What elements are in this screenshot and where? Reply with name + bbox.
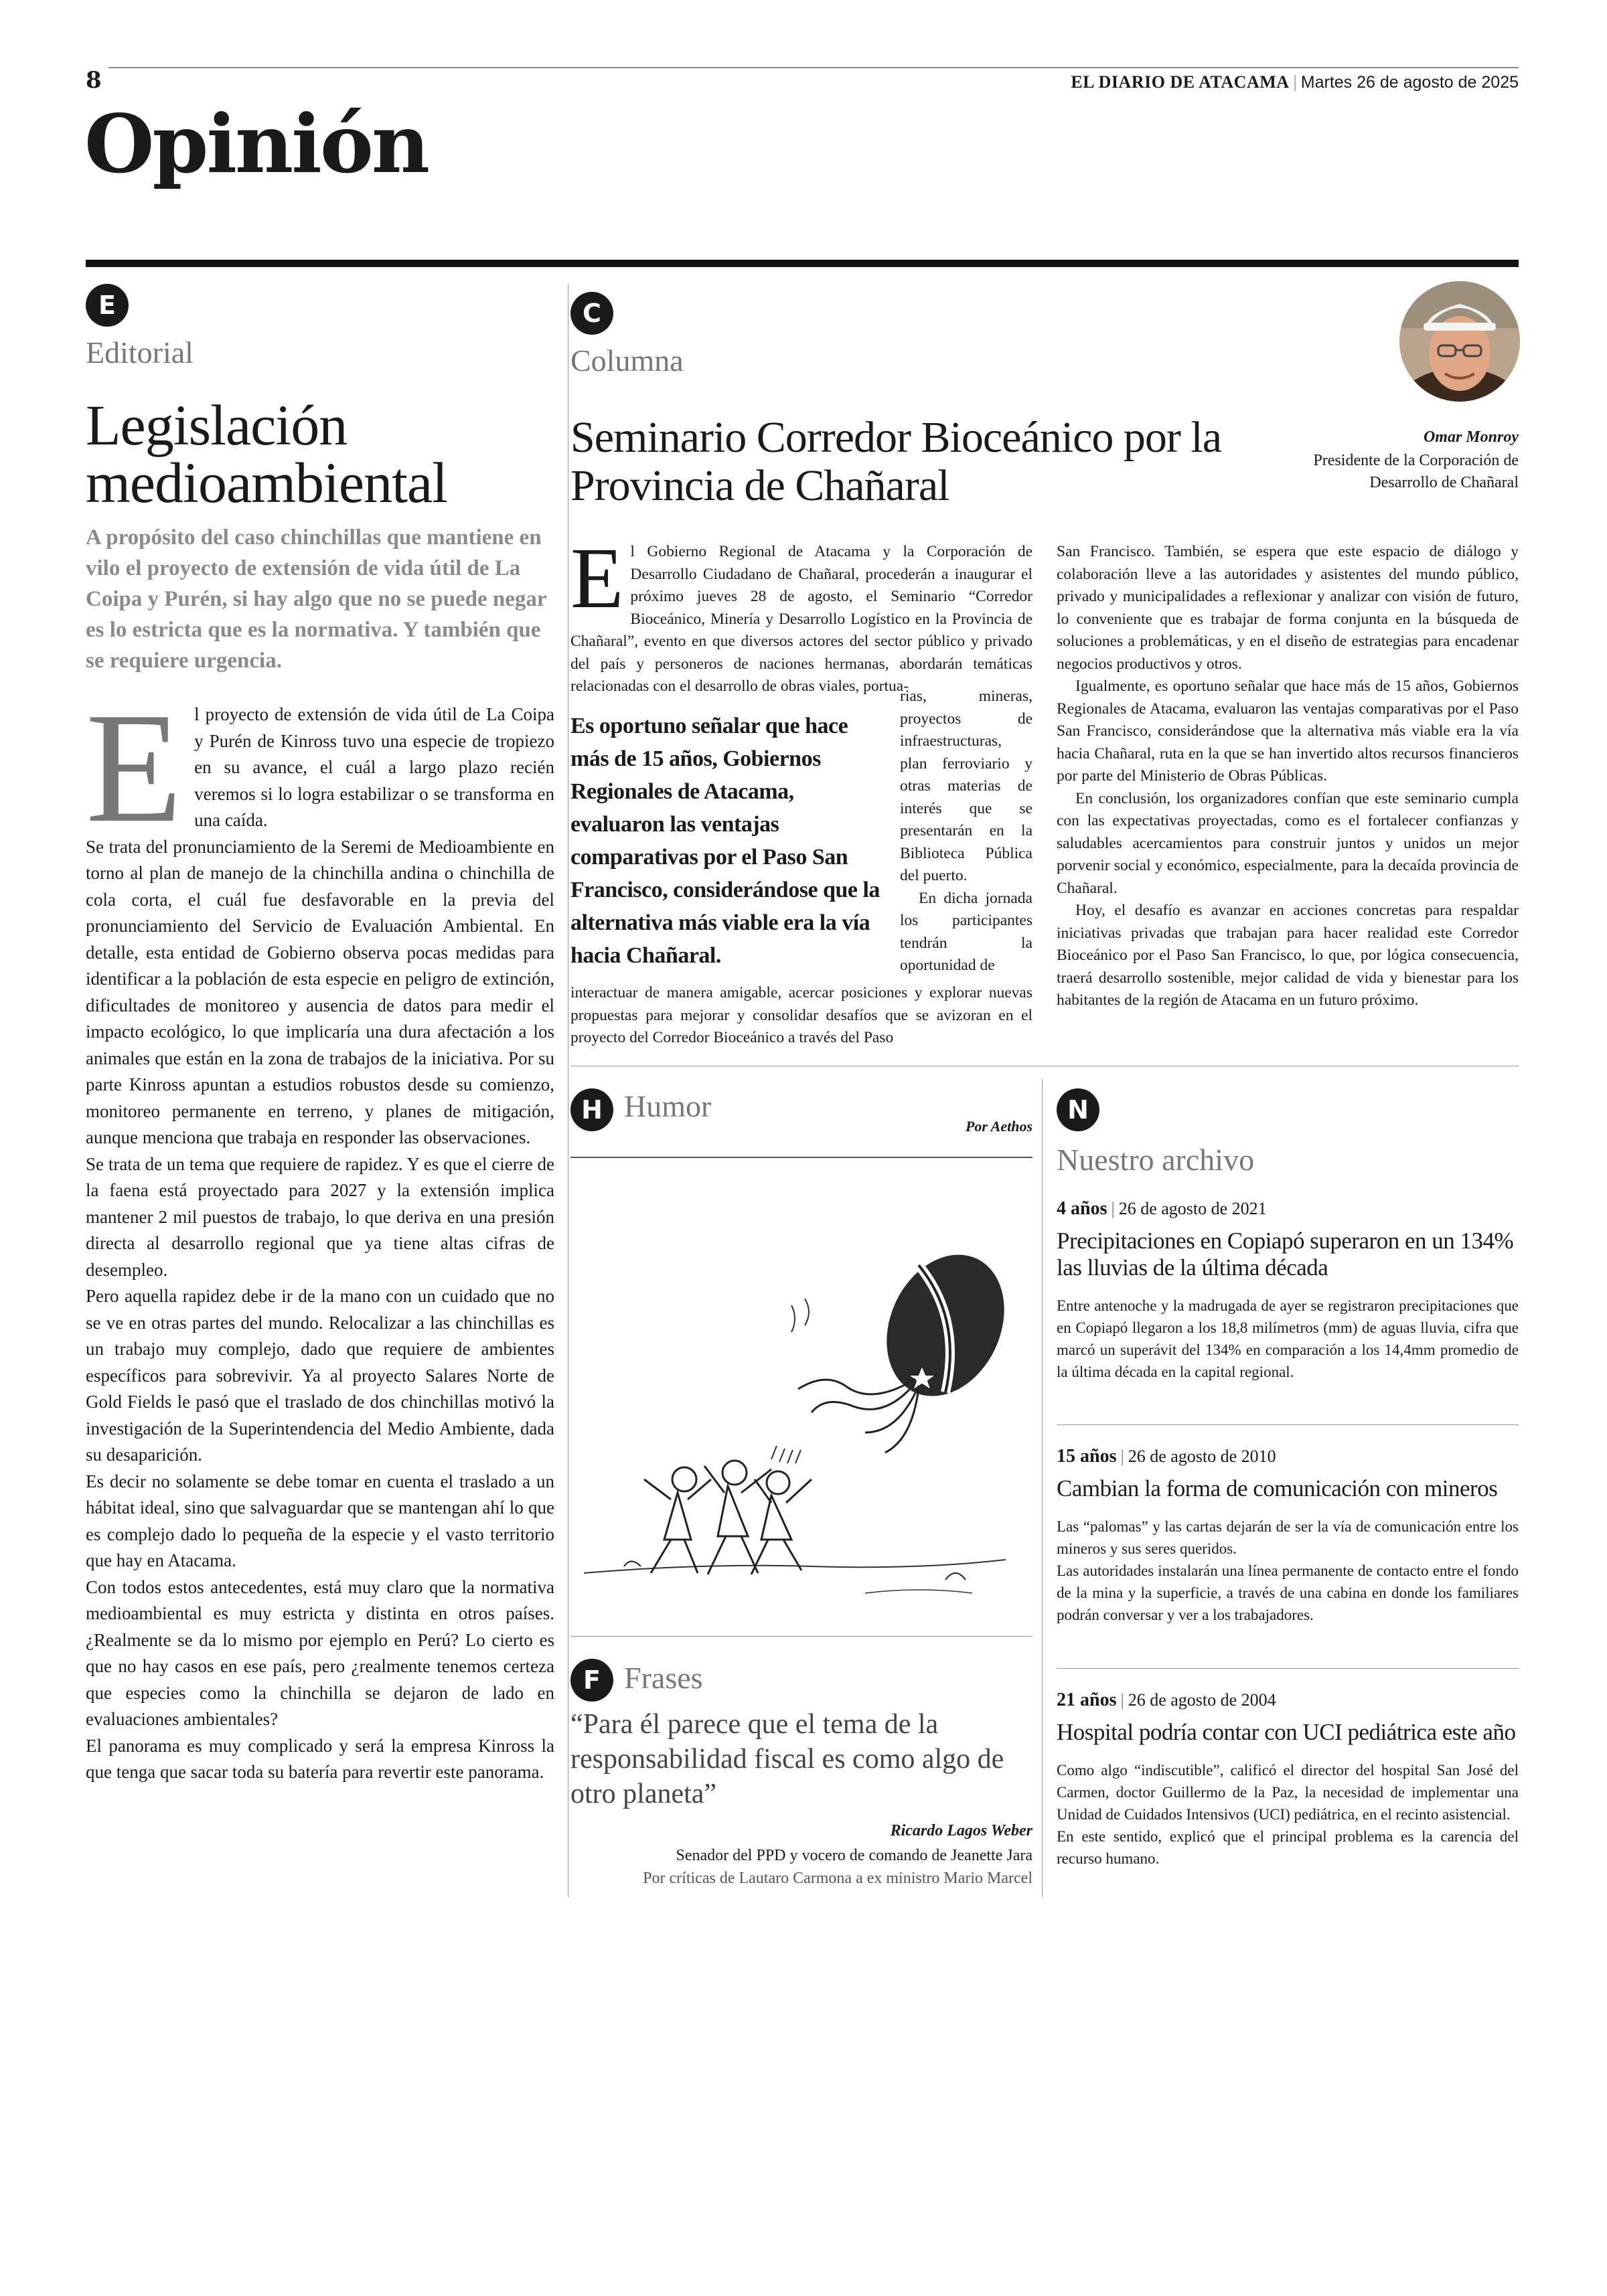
section-title: Opinión (84, 97, 429, 191)
archive-divider (1057, 1424, 1519, 1425)
archive-item-text (1057, 1759, 1519, 1870)
archive-item-text (1057, 1295, 1519, 1383)
archive-item-date: 26 de agosto de 2021 (1118, 1199, 1267, 1218)
archive-item-title: Precipitaciones en Copiapó superaron en un 134% las lluvias de la última década (1057, 1228, 1514, 1281)
column-paragraph: l Gobierno Regional de Atacama y la Corporación de Desarrollo Ciudadano de Chañaral, procederán a inaugurar el próximo jueves 28 de agosto, el Seminario “Corredor Bioceánico, Minería y Desarrollo Logístico en la Provincia de Chañaral”, evento en que diversos actores del sector público y privado del país y personeros de naciones hermanas, abordarán temáticas relacionadas con el desarrollo de obras viales, portua- (570, 543, 1032, 695)
editorial-badge: E (86, 284, 129, 327)
publication-name: EL DIARIO DE ATACAMA (1071, 72, 1290, 92)
humor-byline: Por Aethos (965, 1118, 1032, 1135)
editorial-dropcap: E (86, 681, 183, 855)
archive-item-paragraph: Las autoridades instalarán una línea permanente de contacto entre el fondo de la mina y la superficie, a través de una cabina en donde los familiares podrán conversar y ver a los trabajadores. (1057, 1562, 1519, 1623)
archive-item-date: 26 de agosto de 2004 (1128, 1690, 1276, 1710)
editorial-kicker: Editorial (86, 335, 194, 370)
column-paragraph: En conclusión, los organizadores confían que este seminario cumpla con las expectativas proyectadas, como es el fortalecer confianzas y saludables acercamientos para construir juntos y unidos un mejor porvenir social y económico, especialmente, para la decaída provincia de Chañaral. (1057, 789, 1519, 897)
editorial-title: Legislación medioambiental (86, 393, 448, 515)
archive-item-separator: | (1120, 1447, 1124, 1466)
column-paragraph: interactuar de manera amigable, acercar posiciones y explorar nuevas propuestas para mejorar y consolidar desafíos que se avizoran en el proyecto del Corredor Bioceánico a través del Paso (570, 984, 1032, 1046)
archive-item-text (1057, 1515, 1519, 1626)
frases-rule (570, 1636, 1032, 1637)
archive-kicker: Nuestro archivo (1057, 1143, 1255, 1177)
archive-item-date: 26 de agosto de 2010 (1128, 1447, 1276, 1466)
archive-item (1057, 1446, 1519, 1626)
column-pull-quote: Es oportuno señalar que hace más de 15 años, Gobiernos Regionales de Atacama, evaluaron las ventajas comparativas por el Paso San Francisco, considerándose que la alternativa más viable era la vía hacia Chañaral. (570, 714, 880, 968)
column-paragraph: Igualmente, es oportuno señalar que hace más de 15 años, Gobiernos Regionales de Atacama, evaluaron las ventajas comparativas por el Paso San Francisco, considerándose que la alternativa más viable era la vía hacia Chañaral, ruta en la que se han invertido altos recursos financieros por parte del Ministerio de Obras Públicas. (1057, 677, 1519, 785)
archive-item-paragraph: Entre antenoche y la madrugada de ayer se registraron precipitaciones que en Copiapó llegaron a los 18,8 milímetros (mm) de aguas lluvia, cifra que marcó un superávit del 134% en comparación a los 14,4mm promedio de la última década en la capital regional. (1057, 1297, 1519, 1380)
column-paragraph: San Francisco. También, se espera que este espacio de diálogo y colaboración lleve a las autoridades y asistentes del mundo público, privado y municipalidades a reflexionar y analizar con visión de futuro, lo conveniente que es trabajar de forma conjunta en la búsqueda de soluciones a problemáticas, y en el diseño de estrategias para encadenar negocios productivos y otros. (1057, 543, 1519, 673)
column-paragraph: En dicha jornada los participantes tendrán la oportunidad de (900, 889, 1032, 974)
editorial-paragraph: Se trata del pronunciamiento de la Seremi de Medioambiente en torno al plan de manejo de la chinchilla andina o chinchilla de cola corta, el cuál fue desfavorable en la previa del pronunciamiento del Servicio de Evaluación Ambiental. En detalle, esta entidad de Gobierno observa pocas medidas para identificar a la población de esta especie en peligro de extinción, dificultades de monitoreo y ausencia de datos para medir el impacto ecológico, lo que implicaría una dura afectación a los animales que están en la zona de trabajos de la iniciativa. Por su parte Kinross apuntan a estudios robustos desde su comienzo, monitoreo permanente en terreno, y planes de mitigación, aunque menciona que trabaja en responder las observaciones. (86, 836, 554, 1147)
editorial-paragraph: El panorama es muy complicado y será la empresa Kinross la que tenga que sacar toda su batería para revertir este panorama. (86, 1735, 554, 1782)
column-intro (570, 530, 1032, 698)
author-portrait (1399, 281, 1520, 402)
archive-item-header (1057, 1690, 1519, 1711)
archive-item-title: Cambian la forma de comunicación con mineros (1057, 1475, 1498, 1501)
author-photo (1399, 281, 1520, 402)
column-dropcap: E (570, 530, 624, 627)
column-kicker: Columna (570, 343, 684, 378)
column-badge: C (570, 292, 613, 335)
humor-cartoon (570, 1165, 1032, 1627)
archive-item-paragraph: Las “palomas” y las cartas dejarán de ser la vía de comunicación entre los mineros y sus seres queridos. (1057, 1518, 1519, 1557)
editorial-paragraph: Con todos estos antecedentes, está muy claro que la normativa medioambiental es muy estricta y distinta en otros países. ¿Realmente se da lo mismo por ejemplo en Perú? Lo cierto es que no hay casos en ese país, pero ¿realmente tenemos certeza que especies como la chinchilla se dejaron de lado en evaluaciones ambientales? (86, 1576, 554, 1729)
frases-context-note: Por críticas de Lautaro Carmona a ex ministro Mario Marcel (643, 1870, 1032, 1887)
archive-item-header (1057, 1446, 1519, 1467)
archive-item-years: 21 años (1057, 1690, 1117, 1710)
archive-badge: N (1057, 1088, 1099, 1131)
frases-badge: F (570, 1659, 613, 1702)
archive-divider (1057, 1668, 1519, 1669)
archive-item (1057, 1690, 1519, 1870)
archive-item-years: 4 años (1057, 1198, 1107, 1219)
frases-kicker: Frases (624, 1661, 703, 1695)
archive-item-years: 15 años (1057, 1446, 1117, 1467)
cartoon-drawing (570, 1165, 1032, 1627)
column-title: Seminario Corredor Bioceánico por la Provincia de Chañaral (570, 413, 1222, 510)
frases-quote: “Para él parece que el tema de la responsabilidad fiscal es como algo de otro planeta” (570, 1709, 1004, 1809)
editorial-paragraph: Pero aquella rapidez debe ir de la mano con un cuidado que no se ve en otras partes del mundo. Relocalizar a las chinchillas es un trabajo muy complejo, dado que requiere de ambientes específicos para sobrevivir. Ya al proyecto Salares Norte de Gold Fields le pasó que el traslado de dos chinchillas motivó la investigación de la Superintendencia del Medio Ambiente, dada su desaparición. (86, 1286, 554, 1465)
editorial-paragraph: l proyecto de extensión de vida útil de La Coipa y Purén de Kinross tuvo una especie de tropiezo en su avance, el cuál a largo plazo recién veremos si lo logra estabilizar o se transforma en una caída. (194, 704, 554, 830)
editorial-paragraph: Se trata de un tema que requiere de rapidez. Y es que el cierre de la faena está proyectado para 2027 y la extensión implica mantener 2 mil puestos de trabajo, lo que deriva en una presión directa al desarrollo regional que ya tiene altas cifras de desempleo. (86, 1153, 554, 1280)
archive-item-paragraph: Como algo “indiscutible”, calificó el director del hospital San José del Carmen, doctor Guillermo de la Paz, la necesidad de implementar una Unidad de Cuidados Intensivos (UCI) pediátrica, en el recinto asistencial. (1057, 1762, 1519, 1823)
column-paragraph: rias, mineras, proyectos de infraestructuras, plan ferroviario y otras materias de interés que se presentarán en la Biblioteca Pública del puerto. (900, 687, 1032, 884)
masthead-separator: | (1293, 72, 1297, 92)
section-rule (86, 260, 1519, 267)
column-author-name: Omar Monroy (1423, 428, 1519, 446)
publication-date: Martes 26 de agosto de 2025 (1300, 73, 1519, 92)
editorial-paragraph: Es decir no solamente se debe tomar en cuenta el traslado a un hábitat ideal, sino que salvaguardar que se mantengan ahí lo que es complejo dado lo pequeña de la especie y el vasto territorio que hay en Atacama. (86, 1471, 554, 1570)
humor-kicker: Humor (624, 1089, 712, 1123)
page-number: 8 (86, 67, 108, 94)
editorial-deck: A propósito del caso chinchillas que mantiene en vilo el proyecto de extensión de vida útil de La Coipa y Purén, si hay algo que no se puede negar es lo estricta que es la normativa. Y también que se requiere urgencia. (86, 525, 546, 673)
column-author-role: Presidente de la Corporación de Desarrollo de Chañaral (1313, 452, 1519, 491)
humor-badge: H (570, 1088, 613, 1131)
column-right-text (1057, 541, 1519, 1012)
archive-item-separator: | (1111, 1199, 1115, 1218)
humor-rule (570, 1157, 1032, 1158)
masthead (1071, 72, 1519, 92)
column-continuation (570, 982, 1032, 1050)
column-paragraph: Hoy, el desafío es avanzar en acciones concretas para respaldar iniciativas privadas que trabajan para hacer realidad este Corredor Bioceánico por el Paso San Francisco, lo que, por lógica consecuencia, traerá desarrollo sostenible, mejor calidad de vida y bienestar para los habitantes de la región de Atacama en un futuro próximo. (1057, 902, 1519, 1009)
archive-item-title: Hospital podría contar con UCI pediátrica este año (1057, 1719, 1516, 1745)
column-narrow-text (900, 685, 1032, 977)
column-divider (1042, 1079, 1043, 1897)
frases-speaker-name: Ricardo Lagos Weber (890, 1822, 1032, 1839)
frases-speaker-role: Senador del PPD y vocero de comando de Jeanette Jara (676, 1847, 1032, 1864)
archive-item-separator: | (1120, 1690, 1124, 1710)
archive-item (1057, 1198, 1519, 1383)
editorial-body (86, 681, 554, 1786)
archive-item-header (1057, 1198, 1519, 1220)
archive-item-paragraph: En este sentido, explicó que el principal problema es la carencia del recurso humano. (1057, 1828, 1519, 1867)
top-rule (86, 67, 1519, 68)
